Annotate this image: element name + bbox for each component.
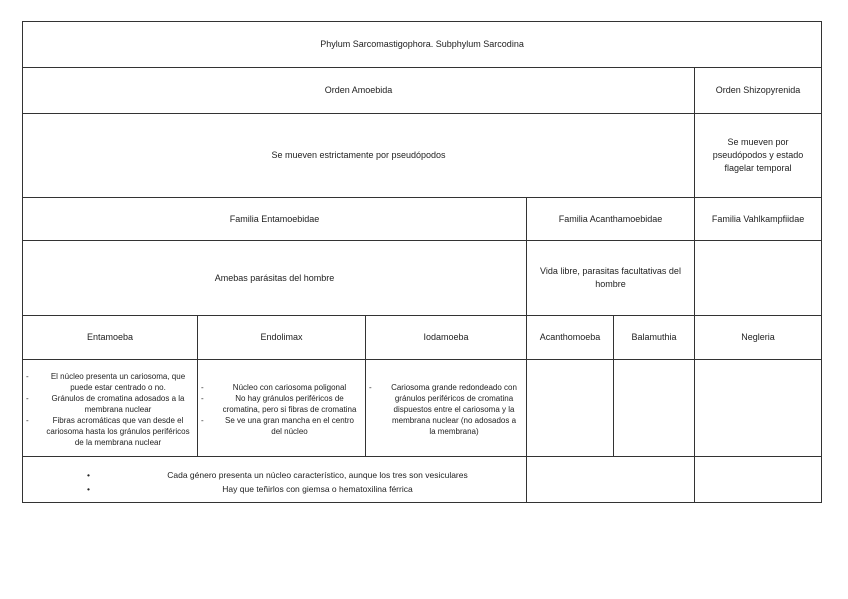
genus-negleria: Negleria [695, 316, 822, 360]
genus-acanthomoeba: Acanthomoeba [527, 316, 614, 360]
list-item: - El núcleo presenta un cariosoma, que puede estar centrado o no. [23, 371, 191, 393]
features-entamoeba-list [23, 371, 197, 448]
classification-table [22, 21, 822, 503]
movement-shizopyrenida [695, 114, 822, 198]
list-item: - Fibras acromáticas que van desde el cariosoma hasta los gránulos periféricos de la membrana nuclear [23, 415, 191, 448]
features-entamoeba [23, 360, 198, 457]
habitat-entamoebidae: Amebas parásitas del hombre [23, 241, 527, 316]
genus-iodamoeba: Iodamoeba [366, 316, 527, 360]
list-item: - No hay gránulos periféricos de cromatina, pero si fibras de cromatina [198, 393, 359, 415]
features-acanthomoeba-empty [527, 360, 614, 457]
order-amoebida: Orden Amoebida [23, 68, 695, 114]
family-entamoebidae: Familia Entamoebidae [23, 198, 527, 241]
list-item: - Gránulos de cromatina adosados a la membrana nuclear [23, 393, 191, 415]
family-acanthamoebidae: Familia Acanthamoebidae [527, 198, 695, 241]
features-endolimax-list [198, 382, 365, 437]
list-item: - Se ve una gran mancha en el centro del núcleo [198, 415, 359, 437]
order-shizopyrenida: Orden Shizopyrenida [695, 68, 822, 114]
features-iodamoeba [366, 360, 527, 457]
notes-acanthamoebidae-empty [527, 457, 695, 503]
movement-shizopyrenida-text: Se mueven por pseudópodos y estado flagelar temporal [712, 137, 804, 173]
genus-entamoeba: Entamoeba [23, 316, 198, 360]
list-item: - Cariosoma grande redondeado con gránulos periféricos de cromatina dispuestos entre el cariosoma y la membrana nuclear (no adosados a la membrana) [366, 382, 520, 437]
family-vahlkampfiidae: Familia Vahlkampfiidae [695, 198, 822, 241]
habitat-acanthamoebidae [527, 241, 695, 316]
list-item: • Hay que teñirlos con giemsa o hematoxilina férrica [23, 482, 526, 496]
phylum-title: Phylum Sarcomastigophora. Subphylum Sarcodina [23, 22, 822, 68]
list-item: • Cada género presenta un núcleo característico, aunque los tres son vesiculares [23, 468, 526, 482]
notes-list [23, 468, 526, 496]
habitat-acanthamoebidae-text: Vida libre, parasitas facultativas del hombre [540, 266, 681, 289]
genus-endolimax: Endolimax [198, 316, 366, 360]
features-endolimax [198, 360, 366, 457]
movement-amoebida: Se mueven estrictamente por pseudópodos [23, 114, 695, 198]
features-balamuthia-empty [614, 360, 695, 457]
genus-balamuthia: Balamuthia [614, 316, 695, 360]
notes-vahlkampfiidae-empty [695, 457, 822, 503]
features-iodamoeba-list [366, 382, 526, 437]
habitat-vahlkampfiidae-empty [695, 241, 822, 316]
list-item: - Núcleo con cariosoma poligonal [198, 382, 359, 393]
notes-cell [23, 457, 527, 503]
features-negleria-empty [695, 360, 822, 457]
